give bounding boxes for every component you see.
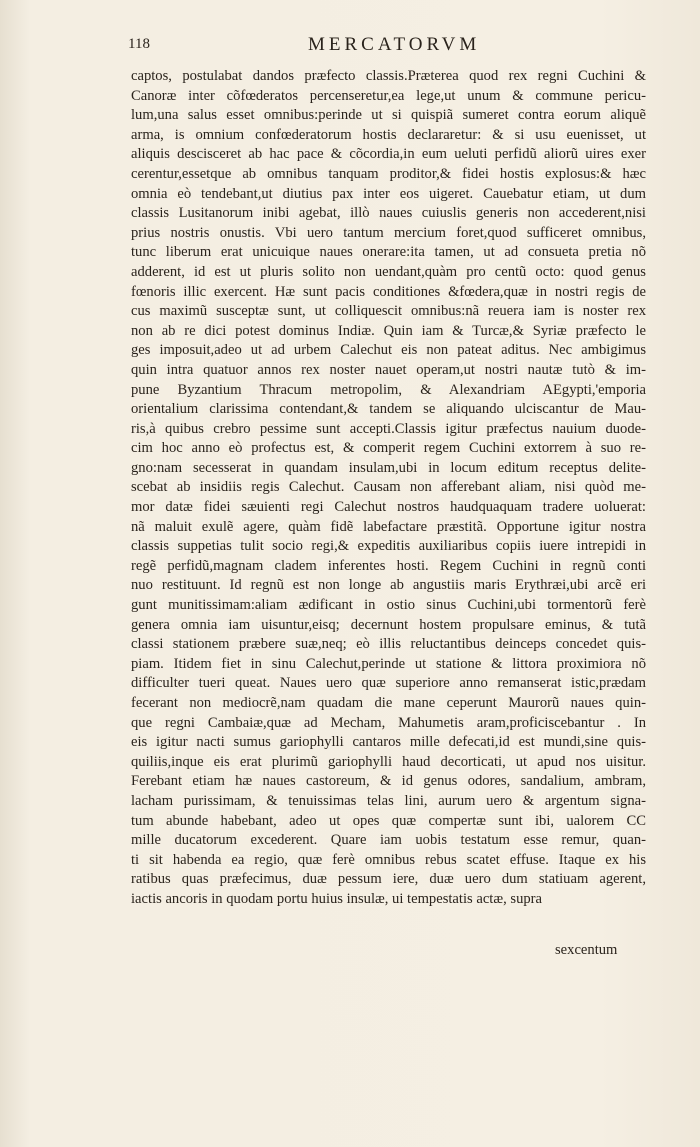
- catchword: sexcentum: [555, 942, 618, 958]
- text-line: classi stationem præbere suæ,neq; eò illis reluctantibus deinceps concedet quis-: [131, 636, 646, 653]
- text-line: adderent, id est ut pluris solito non uendant,quàm pro centũ octo: quod genus: [131, 263, 646, 280]
- text-line: quin intra quatuor annos rex noster nauet operam,ut nostri nautæ tutò & im-: [131, 361, 646, 378]
- text-line: Canoræ inter cõfœderatos percenseretur,ea lege,ut unum & commune pericu-: [131, 87, 646, 104]
- text-line: gunt munitissimam:aliam ædificant in ostio sinus Cuchini,ubi tormentorũ ferè: [131, 597, 646, 614]
- text-line: classis suppetias tulit socio regi,& expeditis auxiliaribus copiis iuere intrepidi in: [131, 538, 646, 555]
- text-line: Ferebant etiam hæ naues castoreum, & id genus odores, sandalium, ambram,: [131, 773, 646, 790]
- text-line: nuo restituunt. Id regnũ est non longe ab angustiis maris Erythræi,ubi arcẽ eri: [131, 577, 646, 594]
- text-line: non ab re dici potest dominus Indiæ. Quin iam & Turcæ,& Syriæ præfecto le: [131, 322, 646, 339]
- text-line: mor datæ fidei sæuienti regi Calechut nostros haudquaquam tradere uoluerat:: [131, 499, 646, 516]
- text-line: iactis ancoris in quodam portu huius insulæ, ui tempestatis actæ, supra: [131, 890, 542, 907]
- text-line: que regni Cambaiæ,quæ ad Mecham, Mahumetis aram,proficiscebantur . In: [131, 714, 646, 731]
- text-line: ti sit habenda ea regio, quæ ferè omnibus rebus scatet effuse. Itaque ex his: [131, 851, 646, 868]
- text-line: eis igitur nacti sumus gariophylli cantaros mille defecati,id est mundi,sine quis-: [131, 734, 646, 751]
- text-line: arma, is omnium confœderatorum hostis declararetur: & si usu euenisset, ut: [131, 126, 646, 143]
- text-line: aliquis descisceret ab hac pace & cõcordia,in eum ueluti perfidũ aliorũ uires exer: [131, 146, 646, 163]
- body-text: [131, 67, 646, 910]
- running-head: MERCATORVM: [308, 34, 481, 55]
- text-line: quiliis,inque eis erat plurimũ gariophylli haud decorticati, ut apud nos uisitur.: [131, 753, 646, 770]
- text-line: pune Byzantium Thracum metropolim, & Alexandriam AEgypti,'emporia: [131, 381, 646, 398]
- text-line: fecerant non mediocrẽ,nam quadam die mane ceperunt Maurorũ naues quin-: [131, 695, 646, 711]
- text-line: omnia eò tendebant,ut diutius pax inter eos uigeret. Cauebatur etiam, ut dum: [131, 185, 646, 202]
- page-header: [128, 34, 598, 58]
- text-line: gno:nam secesserat in quandam insulam,ubi in locum editum receptus delite-: [131, 459, 646, 476]
- text-line: difficulter tueri queat. Naues uero quæ superiore anno remanserat istic,prædam: [131, 675, 646, 692]
- text-line: prius nostris onustis. Vbi uero tantum mercium foret,quod sufficeret omnibus,: [131, 224, 646, 241]
- text-line: cim hoc anno eò profectus est, & comperit regem Cuchini extorrem à suo re-: [131, 440, 646, 457]
- text-line: lum,una salus esset omnibus:perinde ut si quispiã sumeret contra eorum aliquẽ: [131, 107, 646, 124]
- text-line: scebat ab insidiis regis Calechut. Causam non afferebant aliam, nisi quòd me-: [131, 479, 646, 496]
- text-line: lacham purissimam, & tenuissimas telas lini, aurum uero & argentum signa-: [131, 792, 646, 809]
- text-line: tunc liberum erat unicuique naues onerare:ita tamen, ut ad consueta pretia nõ: [131, 244, 646, 261]
- text-line: ges imposuit,adeo ut ad urbem Calechut eis non pateat aditus. Nec ambigimus: [131, 342, 646, 359]
- text-line: cus maximũ susceptæ sunt, ut colliquescit omnibus:nã reuera iam is noster rex: [131, 303, 646, 320]
- text-line: regẽ perfidũ,magnam cladem inferentes hosti. Regem Cuchini in regnũ conti: [131, 557, 646, 574]
- text-line: cerentur,essetque ab omnibus tanquam proditor,& fidei hostis explosus:& hæc: [131, 165, 646, 182]
- text-line: ris,à quibus crebro pessime sunt accepti.Classis igitur præfectus nauium duode-: [131, 420, 646, 437]
- text-line: fœnoris illic exercent. Hæ sunt pacis conditiones &fœdera,quæ in nostri regis de: [131, 283, 646, 300]
- text-line: tum abunde habebant, adeo ut opes quæ compertæ sunt ibi, ualorem CC: [131, 812, 646, 829]
- text-line: piam. Itidem fiet in sinu Calechut,perinde ut statione & littora proximiora nõ: [131, 655, 646, 672]
- text-line: mille ducatorum excederent. Quare iam uobis testatum esse remur, quan-: [131, 832, 646, 849]
- text-line: orientalium clarissima contendant,& tandem se aliquando ulciscantur de Mau-: [131, 401, 646, 418]
- page-number: 118: [128, 36, 150, 52]
- text-line: captos, postulabat dandos præfecto classis.Præterea quod rex regni Cuchini &: [131, 68, 646, 84]
- text-line: genera omnia iam uisuntur,eisq; decernunt hostem propulsare eminus, & tutã: [131, 616, 646, 633]
- text-line: ratibus quas præfecimus, duæ pessum iere, duæ uero dum statiuam agerent,: [131, 871, 646, 888]
- text-line: nã maluit exulẽ agere, quàm fidẽ labefactare præstitã. Opportune igitur nostra: [131, 518, 646, 535]
- text-line: classis Lusitanorum inibi agebat, illò naues cuiuslis generis non accederent,nisi: [131, 205, 646, 222]
